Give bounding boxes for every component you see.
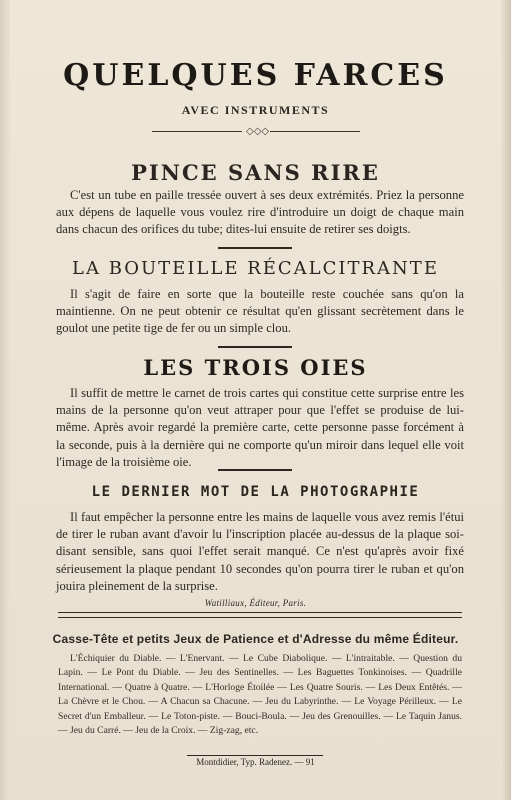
section-text-photographie: Il faut empêcher la personne entre les mains de laquelle vous avez remis l'étui de tirer le ruban avant d'avoir lu l'inscription placée au-dessus de la plaque soi-disant sensible, sans quoi l'effet serait manqué. Ce n'est qu'après avoir fixé sérieusement la plaque pendant 10 secondes qu'on pourra tirer le ruban et qu'on jouira pleinement de la surprise. [56, 510, 464, 593]
publisher-line: Watilliaux, Éditeur, Paris. [204, 598, 307, 608]
section-heading-photographie: LE DERNIER MOT DE LA PHOTOGRAPHIE [91, 484, 420, 500]
paper-edge-left [0, 0, 10, 800]
section-divider [218, 346, 292, 348]
section-divider [218, 247, 292, 249]
subtitle: AVEC INSTRUMENTS [181, 103, 330, 117]
catalogue-title: Casse-Tête et petits Jeux de Patience et d'Adresse du même Éditeur. [52, 632, 459, 646]
section-text-pince: C'est un tube en paille tressée ouvert à ses deux extrémités. Priez la personne aux dépens de laquelle vous voulez rire d'introduire un doigt de chaque main dans chacun des orifices du tube; dites-lui ensuite de retirer ses doigts. [56, 188, 464, 237]
ornament-diamonds-icon: ◇◇◇ [246, 126, 270, 137]
section-divider [218, 469, 292, 471]
title-ornament [152, 126, 360, 138]
section-text-oies: Il suffit de mettre le carnet de trois cartes qui constitue cette surprise entre les mains de la personne qu'on veut attraper pour que l'effet se produise de lui-même. Après avoir regardé la première carte, cette personne passe forcément à la seconde, puis à la dernière qui ne comporte qu'un miroir dans lequel elle voit l'image de la troisième oie. [56, 386, 464, 469]
catalogue-list: L'Échiquier du Diable. — L'Enervant. — Le Cube Diabolique. — L'intraitable. — Question du Lapin. — Le Pont du Diable. — Jeu des Sentinelles. — Les Baguettes Tonkinoises. — Quadrille International. — Quatre à Quatre. — L'Horloge Étoilée — Les Quatre Souris. — Les Deux Entêtés. — La Chèvre et le Chou. — A Chacun sa Chacune. — Jeu du Labyrinthe. — Le Voyage Périlleux. — Le Secret d'un Emballeur. — Le Toton-piste. — Bouci-Boula. — Jeu des Grenouilles. — Le Taquin Janus. — Jeu du Carré. — Jeu de la Croix. — Zig-zag, etc. [58, 653, 462, 737]
imprint-rule [187, 755, 323, 756]
section-heading-pince: PINCE SANS RIRE [131, 160, 380, 185]
printer-imprint: Montdidier, Typ. Radenez. — 91 [196, 757, 315, 767]
main-title: QUELQUES FARCES [63, 58, 448, 93]
paper-edge-right [501, 0, 511, 800]
section-heading-oies: LES TROIS OIES [143, 355, 368, 380]
section-heading-bouteille: LA BOUTEILLE RÉCALCITRANTE [72, 258, 439, 279]
section-text-bouteille: Il s'agit de faire en sorte que la bouteille reste couchée sans qu'on la maintienne. On ne peut obtenir ce résultat qu'en glissant secrètement dans le goulot une petite tige de fer ou un simple clou. [56, 287, 464, 336]
ornament-line-left [152, 131, 242, 132]
double-rule-divider [58, 612, 462, 618]
ornament-line-right [270, 131, 360, 132]
